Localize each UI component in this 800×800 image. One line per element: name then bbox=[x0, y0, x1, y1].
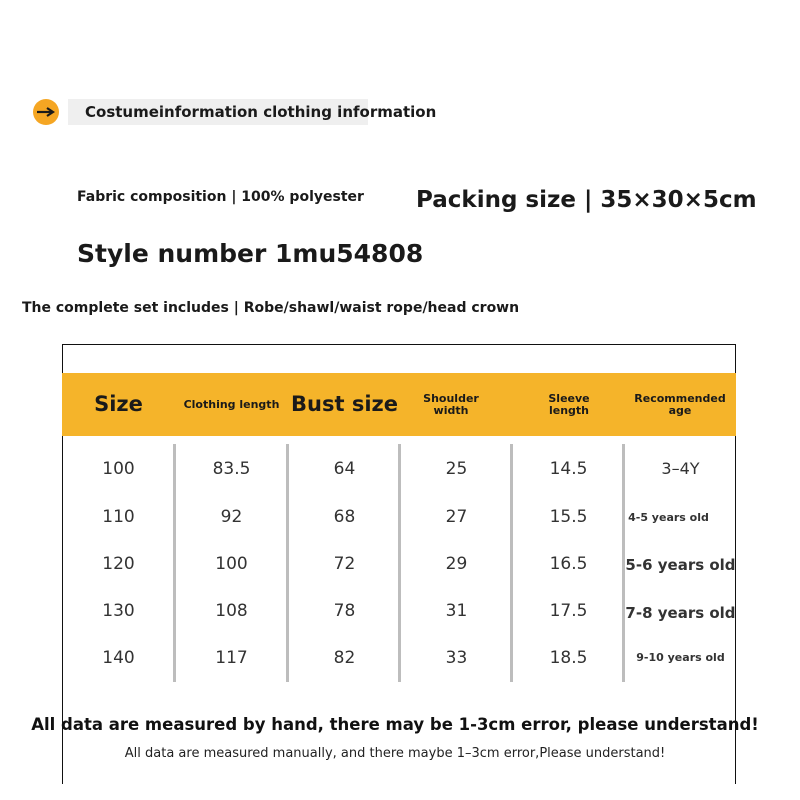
column-header-size: Size bbox=[94, 392, 143, 417]
cell-size: 100 bbox=[102, 459, 135, 479]
cell-sleeve-length: 17.5 bbox=[549, 601, 588, 621]
cell-size: 140 bbox=[102, 648, 135, 668]
column-header-clothing-length: Clothing length bbox=[183, 397, 280, 411]
packing-size: Packing size | 35×30×5cm bbox=[416, 187, 757, 213]
style-number: Style number 1mu54808 bbox=[77, 239, 424, 268]
cell-bust-size: 82 bbox=[333, 648, 356, 668]
cell-shoulder-width: 33 bbox=[445, 648, 468, 668]
cell-recommended-age: 9-10 years old bbox=[636, 651, 725, 664]
cell-clothing-length: 83.5 bbox=[212, 459, 251, 479]
cell-recommended-age: 3–4Y bbox=[661, 459, 700, 478]
cell-size: 130 bbox=[102, 601, 135, 621]
cell-clothing-length: 92 bbox=[220, 507, 243, 527]
column-header-bust-size: Bust size bbox=[291, 392, 398, 417]
cell-bust-size: 78 bbox=[333, 601, 356, 621]
measurement-note-secondary: All data are measured manually, and there maybe 1–3cm error,Please understand! bbox=[124, 746, 666, 761]
cell-recommended-age: 4-5 years old bbox=[628, 511, 709, 524]
fabric-composition: Fabric composition | 100% polyester bbox=[77, 189, 364, 205]
cell-recommended-age: 7-8 years old bbox=[625, 604, 736, 622]
cell-shoulder-width: 31 bbox=[445, 601, 468, 621]
cell-clothing-length: 100 bbox=[215, 554, 248, 574]
cell-sleeve-length: 16.5 bbox=[549, 554, 588, 574]
cell-shoulder-width: 25 bbox=[445, 459, 468, 479]
cell-recommended-age: 5-6 years old bbox=[625, 556, 736, 574]
cell-bust-size: 72 bbox=[333, 554, 356, 574]
section-title: Costumeinformation clothing information bbox=[85, 103, 437, 121]
column-header-recommended-age: Recommended age bbox=[634, 391, 726, 417]
cell-size: 120 bbox=[102, 554, 135, 574]
cell-shoulder-width: 29 bbox=[445, 554, 468, 574]
column-header-sleeve-length: Sleeve length bbox=[548, 391, 590, 417]
cell-clothing-length: 117 bbox=[215, 648, 248, 668]
cell-sleeve-length: 18.5 bbox=[549, 648, 588, 668]
cell-bust-size: 68 bbox=[333, 507, 356, 527]
arrow-right-icon bbox=[33, 99, 59, 125]
cell-sleeve-length: 15.5 bbox=[549, 507, 588, 527]
set-includes: The complete set includes | Robe/shawl/waist rope/head crown bbox=[22, 300, 520, 316]
measurement-note: All data are measured by hand, there may be 1-3cm error, please understand! bbox=[31, 715, 759, 734]
cell-bust-size: 64 bbox=[333, 459, 356, 479]
cell-size: 110 bbox=[102, 507, 135, 527]
column-header-shoulder-width: Shoulder width bbox=[423, 391, 479, 417]
cell-sleeve-length: 14.5 bbox=[549, 459, 588, 479]
cell-clothing-length: 108 bbox=[215, 601, 248, 621]
cell-shoulder-width: 27 bbox=[445, 507, 468, 527]
